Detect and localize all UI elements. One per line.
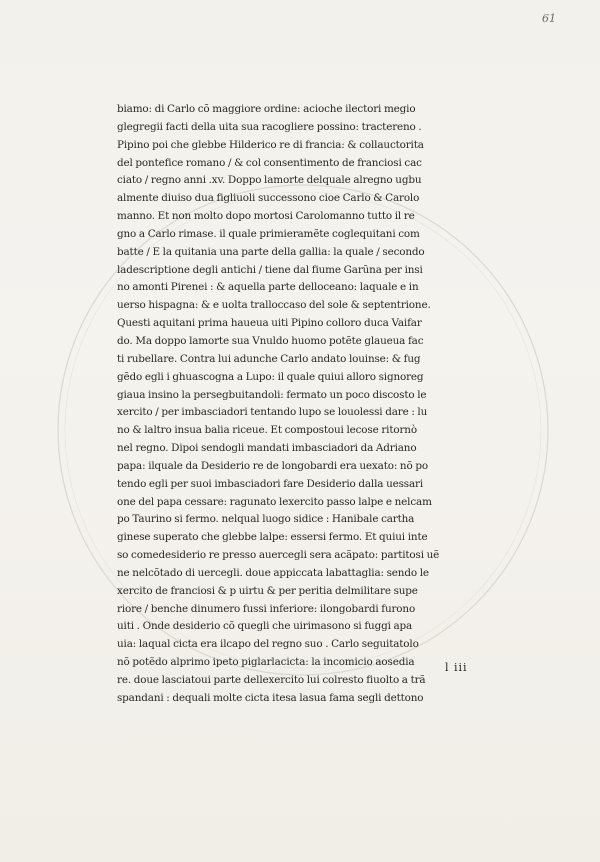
text-column (117, 101, 489, 708)
text-line: ciato / regno anni .xv. Doppo lamorte delquale alregno ugbu (117, 174, 422, 187)
text-line: uerso hispagna: & e uolta tralloccaso del sole & septentrione. (117, 299, 431, 312)
text-line: Questi aquitani prima haueua uiti Pipino colloro duca Vaifar (117, 317, 422, 330)
text-line: ladescriptione degli antichi / tiene dal fiume Garũna per insi (117, 263, 423, 276)
text-line: del pontefice romano / & col consentimento de franciosi cac (117, 156, 422, 169)
text-line: no amonti Pirenei : & aquella parte delloceano: laquale e in (117, 281, 419, 294)
text-line: ne nelcõtado di uercegli. doue appiccata labattaglia: sendo le (117, 566, 429, 579)
signature-mark: l iii (445, 661, 468, 674)
text-line: xercito / per imbasciadori tentando lupo se louolessi dare : lu (117, 406, 428, 419)
text-line: papa: ilquale da Desiderio re de longobardi era uexato: nõ po (117, 459, 428, 472)
text-line: po Taurino si fermo. nelqual luogo sidice : Hanibale cartha (117, 513, 415, 526)
text-line: spandani : dequali molte cicta itesa lasua fama segli dettono (117, 691, 424, 704)
text-line: xercito de franciosi & p uirtu & per peritia delmilitare supe (117, 584, 418, 597)
text-line: nel regno. Dipoi sendogli mandati imbasciadori da Adriano (117, 442, 417, 455)
text-line: nõ potẽdo alprimo ipeto piglarlacicta: la incomicio aosedia (117, 656, 415, 669)
text-line: uiti . Onde desiderio cõ quegli che uirimasono si fuggi apa (117, 620, 413, 633)
text-line: ginese superato che glebbe lalpe: essersi fermo. Et quiui inte (117, 531, 428, 544)
text-line: ti rubellare. Contra lui adunche Carlo andato louinse: & fug (117, 352, 421, 365)
text-line: gno a Carlo rimase. il quale primieramẽte coglequitani com (117, 227, 420, 240)
text-line: do. Ma doppo lamorte sua Vnuldo huomo potẽte glaueua fac (117, 334, 424, 347)
text-line: almente diuiso dua figliuoli successono cioe Carlo & Carolo (117, 192, 420, 205)
text-line: giaua insino la persegbuitandoli: fermato un poco discosto le (117, 388, 427, 401)
text-line: riore / benche dinumero fussi inferiore: ilongobardi furono (117, 602, 416, 615)
text-line: batte / E la quitania una parte della gallia: la quale / secondo (117, 245, 425, 258)
text-line: glegregii facti della uita sua racogliere possino: tractereno . (117, 120, 422, 133)
text-line: gẽdo egli i ghuascogna a Lupo: il quale quiui alloro signoreg (117, 370, 424, 383)
text-line: tendo egli per suoi imbasciadori fare Desiderio dalla uessari (117, 477, 424, 490)
folio-number: 61 (542, 12, 556, 25)
text-line: uia: laqual cicta era ilcapo del regno suo . Carlo seguitatolo (117, 638, 419, 651)
text-line: so comedesiderio re presso auercegli sera acãpato: partitosi uẽ (117, 549, 440, 562)
text-line: re. doue lasciatoui parte dellexercito lui colresto fiuolto a trã (117, 674, 426, 686)
text-line: biamo: di Carlo cõ maggiore ordine: acioche ilectori megio (117, 103, 416, 115)
text-line: Pipino poi che glebbe Hilderico re di francia: & collauctorita (117, 138, 424, 151)
text-line: one del papa cessare: ragunato lexercito passo lalpe e nelcam (117, 495, 432, 508)
text-line: manno. Et non molto dopo mortosi Carolomanno tutto il re (117, 210, 415, 223)
text-line: no & laltro insua balia riceue. Et compostoui lecose ritornò (117, 424, 417, 437)
